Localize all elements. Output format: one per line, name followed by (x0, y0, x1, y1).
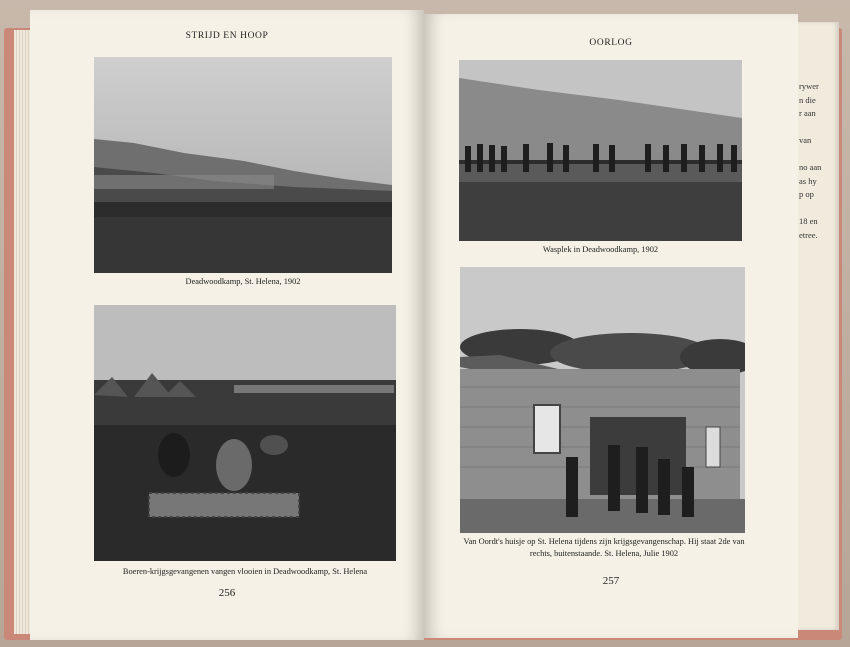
caption-van-oordt-house-line1: Van Oordt's huisje op St. Helena tijdens zijn krijgsgevangenschap. Hij staat 2de van (463, 537, 745, 546)
caption-deadwood-camp: Deadwoodkamp, St. Helena, 1902 (185, 277, 301, 286)
right-running-header: OORLOG (589, 38, 633, 48)
photo-prisoners-catching-fleas (94, 305, 396, 561)
left-page (30, 10, 424, 640)
caption-prisoners-catching-fleas: Boeren-krijgsgevangenen vangen vlooien in Deadwoodkamp, St. Helena (122, 567, 368, 576)
caption-van-oordt-house-line2: rechts, buitenstaande. St. Helena, Julie 1902 (529, 549, 679, 558)
next-page-text-fragment: rywer n die r aan van no aan as hy p op 18 en etree. (799, 81, 822, 240)
right-page (424, 14, 798, 638)
right-page-number: 257 (602, 575, 620, 587)
photo-washing-place (459, 60, 742, 241)
left-page-number: 256 (218, 587, 236, 599)
caption-washing-place: Wasplek in Deadwoodkamp, 1902 (542, 245, 659, 254)
left-running-header: STRIJD EN HOOP (185, 31, 269, 41)
photo-van-oordt-house (460, 267, 745, 533)
photo-deadwood-camp (94, 57, 392, 273)
